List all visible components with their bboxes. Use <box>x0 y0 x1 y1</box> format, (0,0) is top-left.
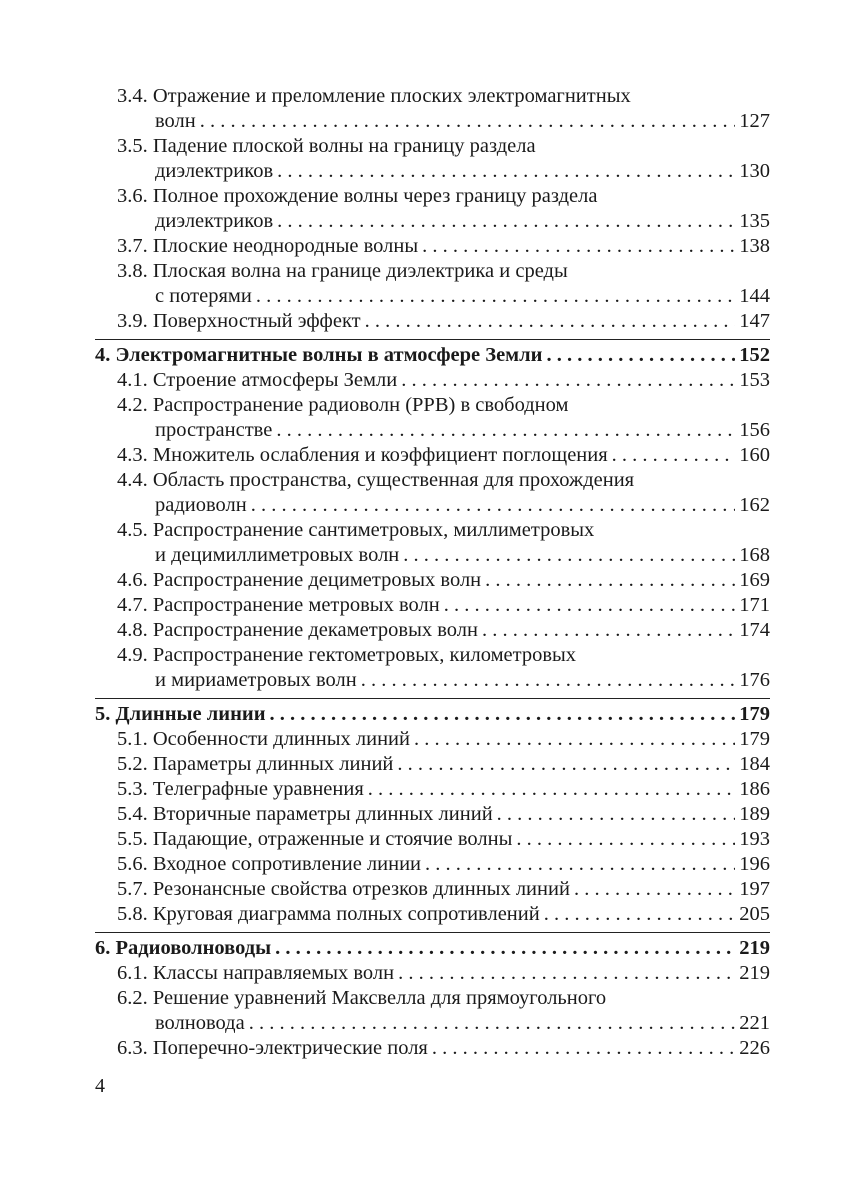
toc-entry-title: Радиоволноводы <box>115 937 272 959</box>
toc-entry-number: 4. <box>95 344 111 366</box>
toc-section-entry <box>117 1036 770 1061</box>
toc-entry-number: 6. <box>95 937 111 959</box>
dot-leader <box>485 568 735 593</box>
toc-entry-page: 153 <box>739 369 770 391</box>
dot-leader <box>270 702 736 727</box>
dot-leader <box>200 109 736 134</box>
toc-entry-page: 138 <box>739 235 770 257</box>
toc-entry-second-line <box>117 209 770 234</box>
toc-entry-title: Круговая диаграмма полных сопротивлений <box>152 903 540 925</box>
toc-section-entry <box>117 568 770 593</box>
toc-entry-number: 4.1. <box>117 369 148 391</box>
toc-entry-line <box>117 752 770 777</box>
dot-leader <box>256 284 735 309</box>
toc-chapter-entry <box>95 339 770 368</box>
toc-entry-line <box>117 777 770 802</box>
toc-entry-line <box>117 727 770 752</box>
toc-entry-first-line <box>117 468 770 493</box>
toc-entry-number: 4.4. <box>117 469 148 491</box>
toc-entry-page: 226 <box>739 1037 770 1059</box>
toc-entry-title: Падающие, отраженные и стоячие волны <box>152 828 513 850</box>
toc-entry-number: 5.6. <box>117 853 148 875</box>
dot-leader <box>414 727 735 752</box>
toc-entry-line <box>95 343 770 368</box>
toc-entry-title-continued: диэлектриков <box>155 160 274 182</box>
dot-leader <box>432 1036 735 1061</box>
toc-entry-number: 6.1. <box>117 962 148 984</box>
toc-entry-page: 127 <box>739 110 770 132</box>
toc-entry-title: Поперечно-электрические поля <box>152 1037 428 1059</box>
toc-section-entry <box>117 752 770 777</box>
toc-entry-title: Полное прохождение волны через границу раздела <box>152 185 598 207</box>
toc-entry-number: 4.3. <box>117 444 148 466</box>
toc-section-entry <box>117 309 770 334</box>
toc-entry-title: Распространение декаметровых волн <box>152 619 478 641</box>
dot-leader <box>361 668 736 693</box>
toc-section-entry <box>117 643 770 693</box>
toc-entry-number: 3.4. <box>117 85 148 107</box>
toc-entry-page: 156 <box>739 419 770 441</box>
toc-entry-first-line <box>117 393 770 418</box>
toc-entry-title: Распространение сантиметровых, миллиметровых <box>152 519 595 541</box>
toc-entry-number: 3.6. <box>117 185 148 207</box>
toc-entry-number: 5.3. <box>117 778 148 800</box>
toc-entry-title: Распространение гектометровых, километровых <box>152 644 577 666</box>
toc-entry-second-line <box>117 543 770 568</box>
toc-entry-title: Плоские неоднородные волны <box>152 235 419 257</box>
toc-entry-line <box>117 309 770 334</box>
toc-section-entry <box>117 777 770 802</box>
dot-leader <box>401 368 735 393</box>
toc-entry-page: 179 <box>739 703 770 725</box>
toc-entry-number: 3.7. <box>117 235 148 257</box>
toc-entry-page: 221 <box>739 1012 770 1034</box>
toc-entry-title: Поверхностный эффект <box>152 310 361 332</box>
toc-entry-title-continued: волн <box>155 110 196 132</box>
toc-section-entry <box>117 852 770 877</box>
toc-entry-page: 152 <box>739 344 770 366</box>
toc-section-entry <box>117 618 770 643</box>
toc-entry-number: 4.2. <box>117 394 148 416</box>
toc-entry-page: 160 <box>739 444 770 466</box>
toc-entry-number: 4.8. <box>117 619 148 641</box>
toc-entry-page: 171 <box>739 594 770 616</box>
toc-entry-title-continued: и децимиллиметровых волн <box>155 544 400 566</box>
toc-entry-second-line <box>117 418 770 443</box>
toc-entry-number: 5.1. <box>117 728 148 750</box>
toc-section-entry <box>117 827 770 852</box>
toc-entry-second-line <box>117 159 770 184</box>
toc-entry-title: Множитель ослабления и коэффициент поглощения <box>152 444 608 466</box>
dot-leader <box>275 936 735 961</box>
dot-leader <box>403 543 735 568</box>
toc-section-entry <box>117 727 770 752</box>
toc-entry-page: 135 <box>739 210 770 232</box>
page-number: 4 <box>95 1075 105 1097</box>
toc-entry-line <box>117 568 770 593</box>
toc-entry-title: Решение уравнений Максвелла для прямоугольного <box>152 987 607 1009</box>
toc-entry-second-line <box>117 109 770 134</box>
dot-leader <box>277 209 735 234</box>
toc-entry-first-line <box>117 84 770 109</box>
toc-entry-second-line <box>117 1011 770 1036</box>
toc-section-entry <box>117 368 770 393</box>
toc-entry-title: Телеграфные уравнения <box>152 778 364 800</box>
toc-entry-page: 197 <box>739 878 770 900</box>
toc-entry-title: Резонансные свойства отрезков длинных линий <box>152 878 570 900</box>
toc-section-entry <box>117 234 770 259</box>
toc-section-entry <box>117 902 770 927</box>
toc-entry-title: Строение атмосферы Земли <box>152 369 398 391</box>
toc-entry-page: 162 <box>739 494 770 516</box>
toc-entry-title: Параметры длинных линий <box>152 753 394 775</box>
toc-entry-page: 189 <box>739 803 770 825</box>
toc-entry-number: 5.4. <box>117 803 148 825</box>
toc-entry-number: 5.2. <box>117 753 148 775</box>
toc-entry-second-line <box>117 668 770 693</box>
dot-leader <box>482 618 735 643</box>
toc-entry-number: 4.9. <box>117 644 148 666</box>
toc-entry-number: 4.5. <box>117 519 148 541</box>
toc-entry-line <box>117 827 770 852</box>
toc-entry-title: Плоская волна на границе диэлектрика и среды <box>152 260 568 282</box>
toc-section-entry <box>117 877 770 902</box>
toc-section-entry <box>117 961 770 986</box>
toc-chapter-entry <box>95 932 770 961</box>
dot-leader <box>251 493 736 518</box>
toc-entry-title-continued: пространстве <box>155 419 273 441</box>
toc-entry-line <box>117 902 770 927</box>
toc-entry-number: 3.8. <box>117 260 148 282</box>
dot-leader <box>368 777 735 802</box>
dot-leader <box>444 593 736 618</box>
toc-section-entry <box>117 593 770 618</box>
toc-entry-page: 179 <box>739 728 770 750</box>
toc-section-entry <box>117 393 770 443</box>
toc-section-entry <box>117 518 770 568</box>
toc-entry-number: 3.5. <box>117 135 148 157</box>
toc-entry-first-line <box>117 134 770 159</box>
toc-entry-number: 3.9. <box>117 310 148 332</box>
toc-entry-page: 147 <box>739 310 770 332</box>
toc-entry-first-line <box>117 184 770 209</box>
toc-entry-title: Распространение радиоволн (РРВ) в свободном <box>152 394 569 416</box>
dot-leader <box>397 752 735 777</box>
toc-entry-page: 168 <box>739 544 770 566</box>
toc-entry-line <box>95 936 770 961</box>
toc-chapter-entry <box>95 698 770 727</box>
toc-entry-line <box>117 593 770 618</box>
toc-entry-page: 130 <box>739 160 770 182</box>
toc-entry-line <box>117 1036 770 1061</box>
toc-entry-title: Область пространства, существенная для прохождения <box>152 469 635 491</box>
dot-leader <box>276 418 735 443</box>
toc-entry-line <box>95 702 770 727</box>
toc-entry-line <box>117 443 770 468</box>
dot-leader <box>277 159 735 184</box>
dot-leader <box>544 902 736 927</box>
toc-entry-line <box>117 877 770 902</box>
dot-leader <box>365 309 736 334</box>
toc-entry-title: Длинные линии <box>115 703 266 725</box>
toc-entry-title: Вторичные параметры длинных линий <box>152 803 493 825</box>
toc-section-entry <box>117 468 770 518</box>
toc-section-entry <box>117 184 770 234</box>
dot-leader <box>422 234 735 259</box>
toc-entry-title-continued: диэлектриков <box>155 210 274 232</box>
toc-entry-title: Особенности длинных линий <box>152 728 410 750</box>
toc-entry-line <box>117 368 770 393</box>
toc-entry-first-line <box>117 518 770 543</box>
toc-section-entry <box>117 802 770 827</box>
toc-entry-title-continued: с потерями <box>155 285 252 307</box>
dot-leader <box>546 343 735 368</box>
toc-entry-title: Отражение и преломление плоских электромагнитных <box>152 85 631 107</box>
toc-entry-title: Распространение дециметровых волн <box>152 569 482 591</box>
toc-entry-line <box>117 961 770 986</box>
toc-entry-page: 193 <box>739 828 770 850</box>
dot-leader <box>574 877 735 902</box>
toc-entry-page: 169 <box>739 569 770 591</box>
toc-entry-page: 219 <box>739 937 770 959</box>
toc-entry-number: 6.3. <box>117 1037 148 1059</box>
toc-entry-title: Распространение метровых волн <box>152 594 440 616</box>
toc-entry-number: 5. <box>95 703 111 725</box>
dot-leader <box>249 1011 736 1036</box>
toc-entry-number: 6.2. <box>117 987 148 1009</box>
toc-entry-title-continued: волновода <box>155 1012 245 1034</box>
toc-entry-page: 174 <box>739 619 770 641</box>
toc-entry-number: 4.6. <box>117 569 148 591</box>
toc-entry-line <box>117 852 770 877</box>
toc-section-entry <box>117 84 770 134</box>
dot-leader <box>398 961 735 986</box>
toc-entry-title: Входное сопротивление линии <box>152 853 422 875</box>
toc-entry-page: 186 <box>739 778 770 800</box>
toc-entry-title-continued: радиоволн <box>155 494 247 516</box>
dot-leader <box>425 852 735 877</box>
toc-entry-first-line <box>117 643 770 668</box>
dot-leader <box>516 827 735 852</box>
toc-entry-line <box>117 802 770 827</box>
toc-entry-page: 184 <box>739 753 770 775</box>
dot-leader <box>497 802 736 827</box>
toc-section-entry <box>117 443 770 468</box>
toc-entry-second-line <box>117 284 770 309</box>
toc-entry-title-continued: и мириаметровых волн <box>155 669 357 691</box>
toc-entry-first-line <box>117 986 770 1011</box>
toc-section-entry <box>117 134 770 184</box>
toc-entry-page: 205 <box>739 903 770 925</box>
toc-entry-page: 196 <box>739 853 770 875</box>
toc-entry-page: 144 <box>739 285 770 307</box>
toc-entry-line <box>117 234 770 259</box>
dot-leader <box>612 443 736 468</box>
toc-entry-number: 5.7. <box>117 878 148 900</box>
toc-entry-number: 4.7. <box>117 594 148 616</box>
toc-entry-number: 5.5. <box>117 828 148 850</box>
toc-entry-title: Падение плоской волны на границу раздела <box>152 135 536 157</box>
table-of-contents <box>95 84 770 1061</box>
toc-entry-title: Электромагнитные волны в атмосфере Земли <box>115 344 543 366</box>
toc-entry-page: 176 <box>739 669 770 691</box>
toc-entry-first-line <box>117 259 770 284</box>
toc-entry-second-line <box>117 493 770 518</box>
toc-section-entry <box>117 259 770 309</box>
toc-entry-page: 219 <box>739 962 770 984</box>
toc-entry-title: Классы направляемых волн <box>152 962 395 984</box>
toc-entry-line <box>117 618 770 643</box>
toc-entry-number: 5.8. <box>117 903 148 925</box>
toc-section-entry <box>117 986 770 1036</box>
